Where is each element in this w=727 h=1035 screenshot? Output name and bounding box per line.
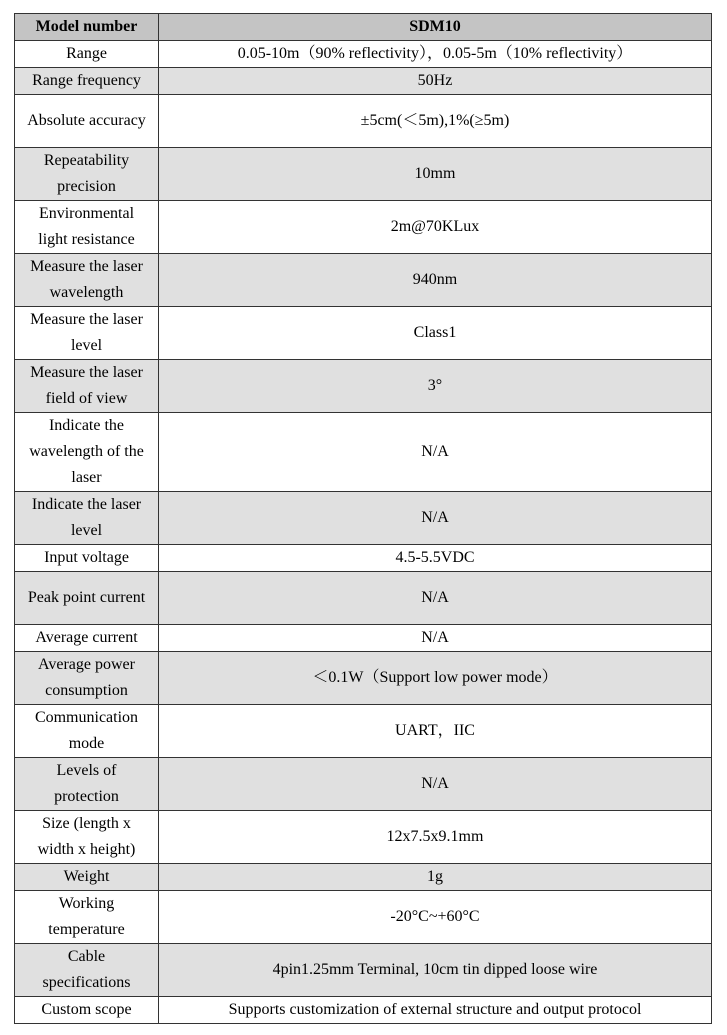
row-label: Average current xyxy=(15,625,159,652)
row-value: N/A xyxy=(159,413,712,492)
row-value: 4.5-5.5VDC xyxy=(159,545,712,572)
row-value: ＜0.1W（Support low power mode） xyxy=(159,652,712,705)
row-label: Working temperature xyxy=(15,891,159,944)
row-value: -20°C~+60°C xyxy=(159,891,712,944)
row-label: Repeatability precision xyxy=(15,148,159,201)
table-row xyxy=(15,413,712,492)
row-label: Custom scope xyxy=(15,997,159,1024)
row-label: Measure the laser field of view xyxy=(15,360,159,413)
row-label: Indicate the laser level xyxy=(15,492,159,545)
table-row xyxy=(15,41,712,68)
row-value: 12x7.5x9.1mm xyxy=(159,811,712,864)
table-row xyxy=(15,997,712,1024)
row-value: N/A xyxy=(159,492,712,545)
row-value: ±5cm(＜5m),1%(≥5m) xyxy=(159,95,712,148)
table-row xyxy=(15,307,712,360)
table-row xyxy=(15,705,712,758)
row-value: Supports customization of external structure and output protocol xyxy=(159,997,712,1024)
table-row xyxy=(15,625,712,652)
table-row xyxy=(15,201,712,254)
table-row xyxy=(15,891,712,944)
table-row xyxy=(15,652,712,705)
row-value: 1g xyxy=(159,864,712,891)
table-row xyxy=(15,758,712,811)
row-label: Communication mode xyxy=(15,705,159,758)
row-value: UART，IIC xyxy=(159,705,712,758)
table-row xyxy=(15,944,712,997)
row-value: N/A xyxy=(159,625,712,652)
row-label: Average power consumption xyxy=(15,652,159,705)
row-value: N/A xyxy=(159,758,712,811)
row-label: Measure the laser wavelength xyxy=(15,254,159,307)
row-label: Range xyxy=(15,41,159,68)
table-row xyxy=(15,95,712,148)
row-value: 2m@70KLux xyxy=(159,201,712,254)
row-label: Cable specifications xyxy=(15,944,159,997)
row-value: N/A xyxy=(159,572,712,625)
row-value: 0.05-10m（90% reflectivity），0.05-5m（10% reflectivity） xyxy=(159,41,712,68)
table-row xyxy=(15,545,712,572)
row-label: Range frequency xyxy=(15,68,159,95)
table-row xyxy=(15,254,712,307)
table-row xyxy=(15,360,712,413)
table-row xyxy=(15,864,712,891)
row-value: 3° xyxy=(159,360,712,413)
row-label: Environmental light resistance xyxy=(15,201,159,254)
row-value: 4pin1.25mm Terminal, 10cm tin dipped loose wire xyxy=(159,944,712,997)
row-value: 940nm xyxy=(159,254,712,307)
row-label: Indicate the wavelength of the laser xyxy=(15,413,159,492)
row-label: Weight xyxy=(15,864,159,891)
row-value: Class1 xyxy=(159,307,712,360)
row-value: 10mm xyxy=(159,148,712,201)
table-row xyxy=(15,492,712,545)
row-label: Measure the laser level xyxy=(15,307,159,360)
table-row xyxy=(15,148,712,201)
row-value: 50Hz xyxy=(159,68,712,95)
row-label: Absolute accuracy xyxy=(15,95,159,148)
row-label: Size (length x width x height) xyxy=(15,811,159,864)
header-value-cell: SDM10 xyxy=(159,14,712,41)
header-label-cell: Model number xyxy=(15,14,159,41)
row-label: Input voltage xyxy=(15,545,159,572)
table-row xyxy=(15,572,712,625)
table-row xyxy=(15,68,712,95)
row-label: Peak point current xyxy=(15,572,159,625)
table-row xyxy=(15,811,712,864)
spec-table xyxy=(14,13,712,1024)
row-label: Levels of protection xyxy=(15,758,159,811)
table-header-row xyxy=(15,14,712,41)
